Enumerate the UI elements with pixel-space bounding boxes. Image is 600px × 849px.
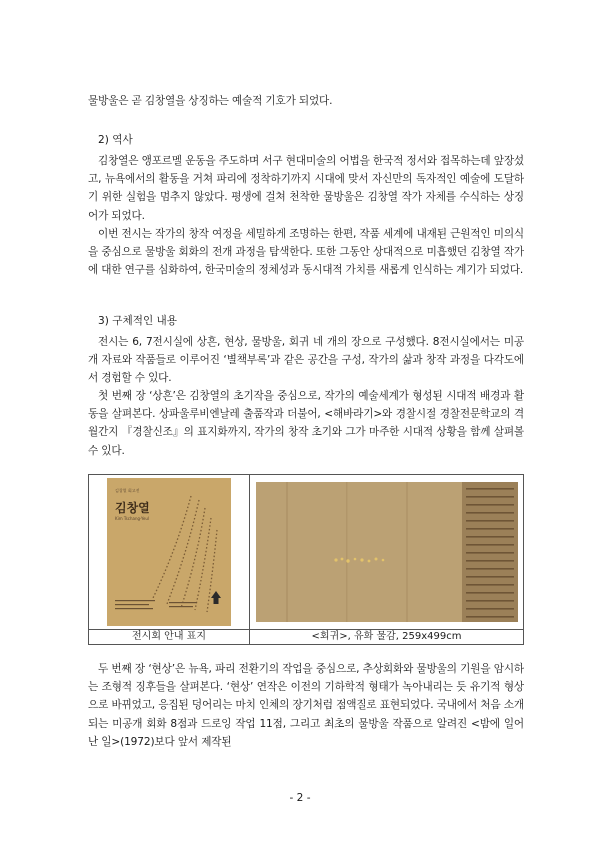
- paragraph-history-2: 이번 전시는 작가의 창작 여정을 세밀하게 조명하는 한편, 작품 세계에 내재된 근원적인 미의식을 중심으로 물방울 회화의 전개 과정을 탐색한다. 또한 그동안 상대적으로 미흡했던 김창열 작가에 대한 연구를 심화하여, 한국미술의 정체성과 동시대적 가치를 새롭게 인식하는 계기가 되었다.: [88, 228, 524, 277]
- paragraph-contents-3: 두 번째 장 ‘현상’은 뉴욕, 파리 전환기의 작업을 중심으로, 추상회화와 물방울의 기원을 암시하는 조형적 징후들을 살펴본다. ‘현상’ 연작은 이전의 기하학적 형태가 녹아내리는 듯 유기적 형상으로 바뀌었고, 응집된 덩어리는 마치 인체의 장기처럼 점액질로 표현되었다. 국내에서 처음 소개되는 미공개 회화 8점과 드로잉 작업 11점, 그리고 최초의 물방울 작품으로 알려진 <밤에 일어난 일>(1972)보다 앞서 제작된: [88, 663, 524, 748]
- heading-contents: 3) 구체적인 내용: [98, 315, 178, 327]
- poster-small-text: 김창열 회고전: [115, 488, 140, 493]
- poster-cell: [89, 475, 250, 630]
- poster-title: 김창열: [115, 501, 150, 515]
- paragraph-contents-2: 첫 번째 장 ‘상흔’은 김창열의 초기작을 중심으로, 작가의 예술세계가 형성된 시대적 배경과 활동을 살펴본다. 상파울루비엔날레 출품작과 더불어, <해바라기>와 경찰시절 경찰전문학교의 격월간지 『경찰신조』의 표지화까지, 작가의 창작 초기와 그가 마주한 시대적 상황을 함께 살펴볼 수 있다.: [88, 390, 524, 457]
- painting-caption: <회귀>, 유화 물감, 259x499cm: [250, 630, 524, 645]
- poster-subtitle: Kim Tschang-Yeul: [115, 516, 150, 521]
- painting-image: [256, 482, 518, 622]
- paragraph-history-1: 김창열은 앵포르멜 운동을 주도하며 서구 현대미술의 어법을 한국적 정서와 접목하는데 앞장섰고, 뉴욕에서의 활동을 거쳐 파리에 정착하기까지 시대에 맞서 자신만의 독자적인 예술에 도달하기 위한 실험을 멈추지 않았다. 평생에 걸쳐 천착한 물방울은 김창열 작가 자체를 수식하는 상징어가 되었다.: [88, 155, 524, 222]
- paragraph-intro-end: 물방울은 곧 김창열을 상징하는 예술적 기호가 되었다.: [88, 95, 333, 107]
- heading-history: 2) 역사: [98, 134, 133, 146]
- painting-cell: [250, 475, 524, 630]
- paragraph-contents-1: 전시는 6, 7전시실에 상흔, 현상, 물방울, 회귀 네 개의 장으로 구성했다. 8전시실에서는 미공개 자료와 작품들로 이루어진 ‘별책부록’과 같은 공간을 구성, 작가의 삶과 창작 과정을 다각도에서 경험할 수 있다.: [88, 336, 524, 385]
- poster-caption: 전시회 안내 표지: [89, 630, 250, 645]
- page-number: - 2 -: [289, 792, 311, 804]
- exhibition-poster-image: [107, 478, 231, 626]
- figure-table: [88, 474, 524, 645]
